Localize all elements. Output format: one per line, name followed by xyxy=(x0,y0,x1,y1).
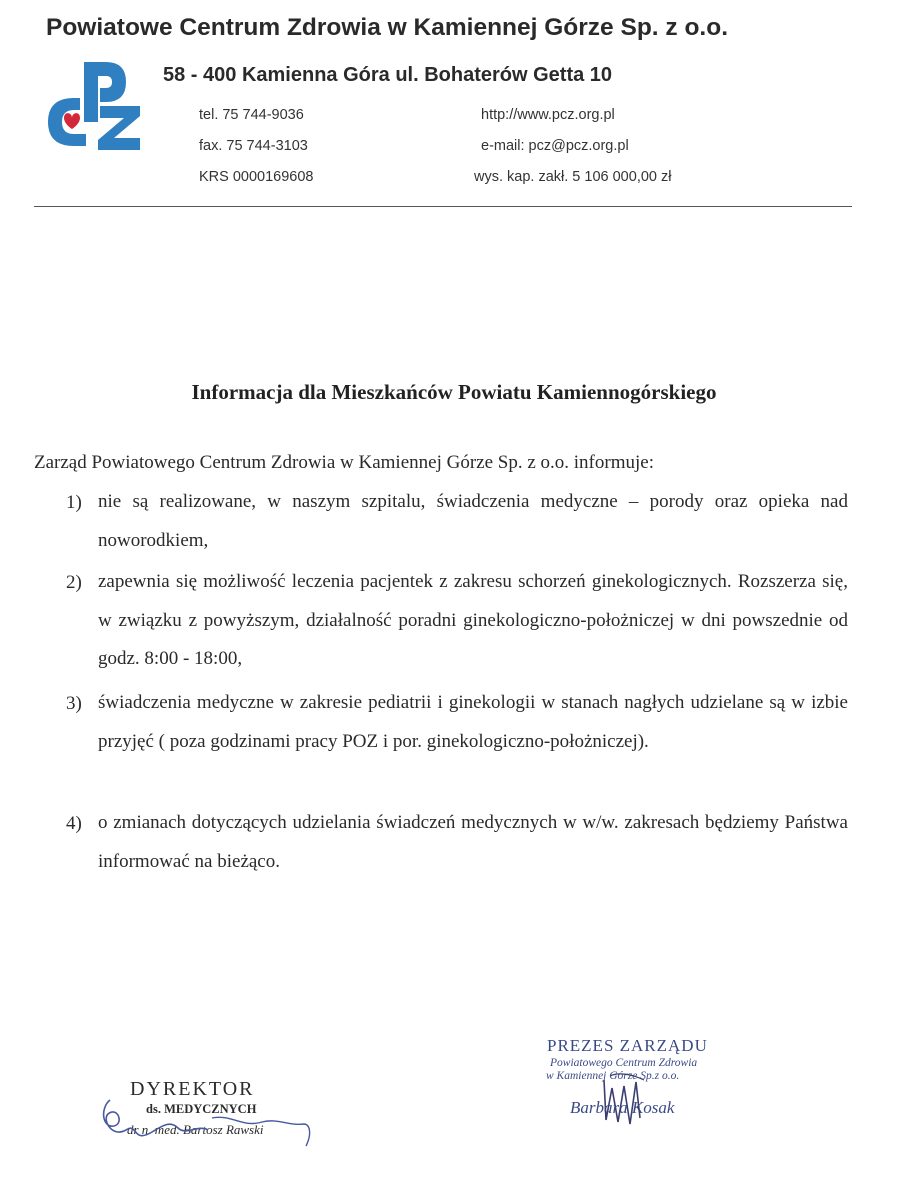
stamp-person-name: dr n. med. Bartosz Rawski xyxy=(127,1122,264,1137)
header-divider xyxy=(34,206,852,207)
pcz-logo xyxy=(40,58,144,154)
list-item-text: o zmianach dotyczących udzielania świadczeń medycznych w w/w. zakresach będziemy Państwa informować na bieżąco. xyxy=(98,812,848,872)
phone-number: tel. 75 744-9036 xyxy=(199,107,304,123)
stamp-title: DYREKTOR xyxy=(130,1078,255,1100)
list-item xyxy=(66,492,848,560)
list-item xyxy=(66,813,848,881)
share-capital: wys. kap. zakł. 5 106 000,00 zł xyxy=(474,169,672,185)
handwritten-signature-icon xyxy=(92,1078,322,1168)
list-item-text: zapewnia się możliwość leczenia pacjentek z zakresu schorzeń ginekologicznych. Rozszerza się, w związku z powyższym, działalność poradni ginekologiczno-położniczej w dni powszednie od godz. 8:00 - 18:00, xyxy=(98,571,848,669)
email-address[interactable]: e-mail: pcz@pcz.org.pl xyxy=(481,138,629,154)
website-link[interactable]: http://www.pcz.org.pl xyxy=(481,107,615,123)
fax-number: fax. 75 744-3103 xyxy=(199,138,308,154)
intro-paragraph: Zarząd Powiatowego Centrum Zdrowia w Kamiennej Górze Sp. z o.o. informuje: xyxy=(34,452,654,473)
director-signature-stamp xyxy=(92,1078,322,1168)
organization-address: 58 - 400 Kamienna Góra ul. Bohaterów Getta 10 xyxy=(163,64,613,86)
organization-name: Powiatowe Centrum Zdrowia w Kamiennej Górze Sp. z o.o. xyxy=(46,14,729,41)
stamp-title: PREZES ZARZĄDU xyxy=(547,1036,708,1055)
stamp-organization: Powiatowego Centrum Zdrowia xyxy=(550,1057,698,1069)
list-item-number: 4) xyxy=(66,813,82,834)
president-signature-stamp xyxy=(540,1036,750,1136)
list-item-text: nie są realizowane, w naszym szpitalu, świadczenia medyczne – porody oraz opieka nad noworodkiem, xyxy=(98,491,848,551)
list-item xyxy=(66,693,848,761)
list-item-number: 1) xyxy=(66,492,82,513)
list-item-text: świadczenia medyczne w zakresie pediatrii i ginekologii w stanach nagłych udzielane są w izbie przyjęć ( poza godzinami pracy POZ i por. ginekologiczno-położniczej). xyxy=(98,692,848,752)
krs-number: KRS 0000169608 xyxy=(199,169,314,185)
stamp-location: w Kamiennej Górze Sp.z o.o. xyxy=(546,1070,680,1082)
list-item-number: 3) xyxy=(66,693,82,714)
list-item-number: 2) xyxy=(66,572,82,593)
stamp-department: ds. MEDYCZNYCH xyxy=(146,1102,257,1116)
handwritten-signature-icon xyxy=(540,1036,750,1136)
list-item xyxy=(66,572,848,679)
stamp-person-name: Barbara Kosak xyxy=(570,1098,675,1117)
document-title: Informacja dla Mieszkańców Powiatu Kamiennogórskiego xyxy=(191,380,717,404)
